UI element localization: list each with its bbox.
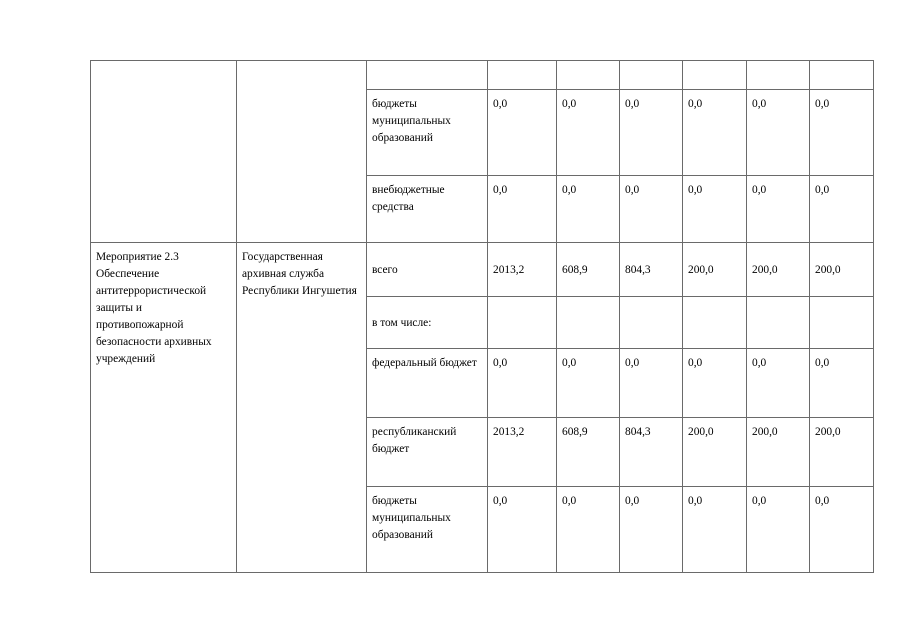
value-cell: 0,0 bbox=[557, 90, 620, 176]
executor-cell: Государственная архивная служба Республики Ингушетия bbox=[237, 243, 367, 573]
value-cell: 0,0 bbox=[810, 487, 874, 573]
value-cell: 0,0 bbox=[810, 176, 874, 243]
funding-source-cell: в том числе: bbox=[367, 297, 488, 349]
value-cell: 0,0 bbox=[488, 176, 557, 243]
value-cell: 200,0 bbox=[810, 418, 874, 487]
value-cell: 0,0 bbox=[810, 349, 874, 418]
value-cell bbox=[620, 61, 683, 90]
measure-name-cell-continued bbox=[91, 61, 237, 243]
funding-source-cell: федеральный бюджет bbox=[367, 349, 488, 418]
value-cell bbox=[810, 297, 874, 349]
value-cell: 2013,2 bbox=[488, 243, 557, 297]
value-cell: 200,0 bbox=[683, 418, 747, 487]
value-cell: 0,0 bbox=[747, 90, 810, 176]
value-cell: 0,0 bbox=[620, 176, 683, 243]
value-cell: 0,0 bbox=[747, 487, 810, 573]
value-cell: 0,0 bbox=[557, 176, 620, 243]
value-cell bbox=[747, 297, 810, 349]
value-cell bbox=[557, 297, 620, 349]
value-cell: 0,0 bbox=[488, 487, 557, 573]
value-cell bbox=[488, 297, 557, 349]
value-cell bbox=[683, 61, 747, 90]
value-cell bbox=[557, 61, 620, 90]
value-cell: 200,0 bbox=[747, 418, 810, 487]
value-cell bbox=[810, 61, 874, 90]
funding-source-cell: внебюджетные средства bbox=[367, 176, 488, 243]
table-row bbox=[91, 243, 874, 297]
value-cell: 608,9 bbox=[557, 418, 620, 487]
table-row bbox=[91, 61, 874, 90]
value-cell: 0,0 bbox=[557, 349, 620, 418]
value-cell: 200,0 bbox=[683, 243, 747, 297]
funding-source-cell: бюджеты муниципальных образований bbox=[367, 487, 488, 573]
value-cell: 200,0 bbox=[810, 243, 874, 297]
value-cell: 0,0 bbox=[683, 90, 747, 176]
funding-source-cell: бюджеты муниципальных образований bbox=[367, 90, 488, 176]
value-cell: 0,0 bbox=[620, 349, 683, 418]
value-cell: 0,0 bbox=[683, 349, 747, 418]
value-cell: 0,0 bbox=[557, 487, 620, 573]
value-cell bbox=[488, 61, 557, 90]
value-cell: 804,3 bbox=[620, 418, 683, 487]
funding-table bbox=[90, 60, 874, 573]
value-cell: 608,9 bbox=[557, 243, 620, 297]
executor-cell-continued bbox=[237, 61, 367, 243]
measure-name-cell: Мероприятие 2.3 Обеспечение антитеррористической защиты и противопожарной безопасности архивных учреждений bbox=[91, 243, 237, 573]
value-cell: 0,0 bbox=[683, 176, 747, 243]
value-cell: 200,0 bbox=[747, 243, 810, 297]
value-cell bbox=[683, 297, 747, 349]
value-cell: 804,3 bbox=[620, 243, 683, 297]
funding-source-cell: всего bbox=[367, 243, 488, 297]
value-cell: 0,0 bbox=[683, 487, 747, 573]
value-cell: 0,0 bbox=[747, 349, 810, 418]
value-cell bbox=[747, 61, 810, 90]
value-cell: 0,0 bbox=[488, 349, 557, 418]
value-cell: 0,0 bbox=[747, 176, 810, 243]
value-cell: 0,0 bbox=[810, 90, 874, 176]
funding-source-cell: республиканский бюджет bbox=[367, 418, 488, 487]
value-cell bbox=[620, 297, 683, 349]
value-cell: 0,0 bbox=[488, 90, 557, 176]
funding-source-cell bbox=[367, 61, 488, 90]
value-cell: 0,0 bbox=[620, 90, 683, 176]
value-cell: 2013,2 bbox=[488, 418, 557, 487]
value-cell: 0,0 bbox=[620, 487, 683, 573]
